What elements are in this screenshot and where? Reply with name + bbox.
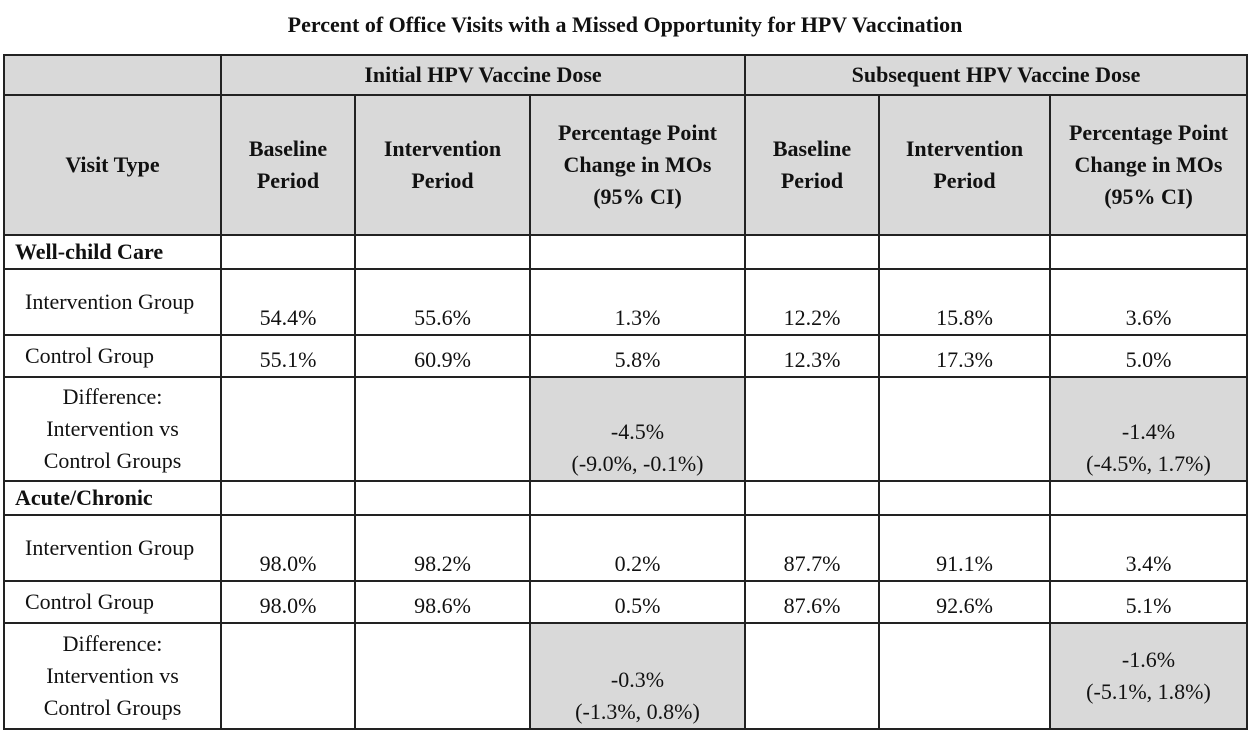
row-label: Intervention Group xyxy=(4,269,221,335)
table-cell: 55.1% xyxy=(221,335,355,377)
table-cell: 87.6% xyxy=(745,581,879,623)
table-cell: 3.4% xyxy=(1050,515,1247,581)
table-cell: 87.7% xyxy=(745,515,879,581)
difference-ci: (-1.3%, 0.8%) xyxy=(575,699,700,724)
hpv-missed-opportunity-table xyxy=(3,54,1248,730)
table-cell: 5.0% xyxy=(1050,335,1247,377)
table-cell: 12.2% xyxy=(745,269,879,335)
difference-cell xyxy=(1050,623,1247,729)
difference-value: -1.4% xyxy=(1121,419,1176,444)
difference-cell xyxy=(1050,377,1247,481)
table-cell: 17.3% xyxy=(879,335,1050,377)
table-cell: 0.2% xyxy=(530,515,745,581)
table-cell: 60.9% xyxy=(355,335,530,377)
row-label: Control Group xyxy=(4,335,221,377)
header-subsequent-dose: Subsequent HPV Vaccine Dose xyxy=(745,55,1247,95)
table-row xyxy=(4,269,1247,335)
table-cell: 3.6% xyxy=(1050,269,1247,335)
table-cell: 5.8% xyxy=(530,335,745,377)
section-row xyxy=(4,481,1247,515)
difference-ci: (-4.5%, 1.7%) xyxy=(1086,451,1211,476)
difference-ci: (-5.1%, 1.8%) xyxy=(1086,679,1211,704)
header-row-groups xyxy=(4,55,1247,95)
header-subsequent-intervention: Intervention Period xyxy=(879,95,1050,235)
header-subsequent-baseline: Baseline Period xyxy=(745,95,879,235)
difference-ci: (-9.0%, -0.1%) xyxy=(571,451,704,476)
section-label: Acute/Chronic xyxy=(4,481,221,515)
table-row xyxy=(4,623,1247,729)
header-visit-type: Visit Type xyxy=(4,95,221,235)
table-cell: 54.4% xyxy=(221,269,355,335)
difference-cell xyxy=(530,623,745,729)
difference-value: -0.3% xyxy=(610,667,665,692)
row-label: Difference: Intervention vs Control Groups xyxy=(4,623,221,729)
section-label: Well-child Care xyxy=(4,235,221,269)
section-row xyxy=(4,235,1247,269)
difference-value: -1.6% xyxy=(1121,647,1176,672)
table-title: Percent of Office Visits with a Missed Opportunity for HPV Vaccination xyxy=(287,12,963,37)
row-label: Difference: Intervention vs Control Groups xyxy=(4,377,221,481)
header-initial-intervention: Intervention Period xyxy=(355,95,530,235)
header-row-columns xyxy=(4,95,1247,235)
difference-value: -4.5% xyxy=(610,419,665,444)
header-initial-baseline: Baseline Period xyxy=(221,95,355,235)
table-row xyxy=(4,515,1247,581)
header-initial-change: Percentage Point Change in MOs (95% CI) xyxy=(530,95,745,235)
table-cell: 55.6% xyxy=(355,269,530,335)
table-cell: 0.5% xyxy=(530,581,745,623)
table-cell: 98.6% xyxy=(355,581,530,623)
difference-cell xyxy=(530,377,745,481)
row-label: Intervention Group xyxy=(4,515,221,581)
table-row xyxy=(4,377,1247,481)
table-cell: 91.1% xyxy=(879,515,1050,581)
table-cell: 15.8% xyxy=(879,269,1050,335)
table-cell: 98.0% xyxy=(221,581,355,623)
table-cell: 5.1% xyxy=(1050,581,1247,623)
header-subsequent-change: Percentage Point Change in MOs (95% CI) xyxy=(1050,95,1247,235)
table-cell: 1.3% xyxy=(530,269,745,335)
table-row xyxy=(4,581,1247,623)
table-cell: 92.6% xyxy=(879,581,1050,623)
table-row xyxy=(4,335,1247,377)
table-cell: 98.2% xyxy=(355,515,530,581)
header-empty-cell xyxy=(4,55,221,95)
table-cell: 12.3% xyxy=(745,335,879,377)
header-initial-dose: Initial HPV Vaccine Dose xyxy=(221,55,745,95)
table-cell: 98.0% xyxy=(221,515,355,581)
row-label: Control Group xyxy=(4,581,221,623)
